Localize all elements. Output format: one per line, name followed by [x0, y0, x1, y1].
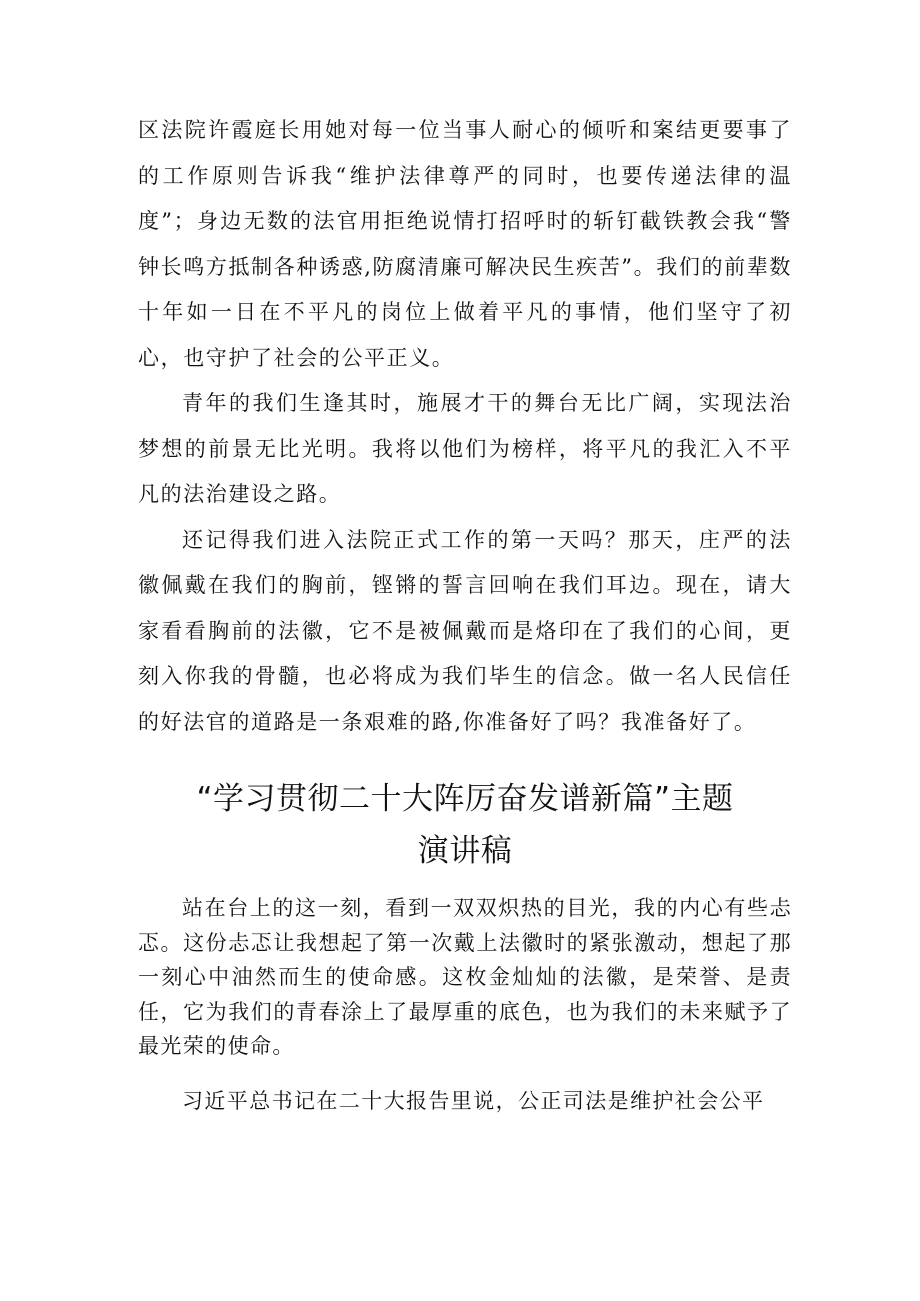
speech-title-line-2: 演讲稿 [417, 833, 513, 869]
speech-title [138, 773, 792, 877]
previous-speech-section [138, 108, 792, 745]
document-page [138, 108, 792, 1118]
paragraph: 还记得我们进入法院正式工作的第一天吗？那天，庄严的法徽佩戴在我们的胸前，铿锵的誓言回响在我们耳边。现在，请大家看看胸前的法徽，它不是被佩戴而是烙印在了我们的心间，更刻入你我的骨髓，也必将成为我们毕生的信念。做一名人民信任的好法官的道路是一条艰难的路,你准备好了吗？我准备好了。 [138, 527, 792, 734]
paragraph: 青年的我们生逢其时，施展才干的舞台无比广阔，实现法治梦想的前景无比光明。我将以他们为榜样，将平凡的我汇入不平凡的法治建设之路。 [138, 391, 792, 506]
paragraph-continuation: 区法院许霞庭长用她对每一位当事人耐心的倾听和案结更要事了的工作原则告诉我“维护法律尊严的同时，也要传递法律的温度”；身边无数的法官用拒绝说情打招呼时的斩钉截铁教会我“警钟长鸣方抵制各种诱惑,防腐清廉可解决民生疾苦”。我们的前辈数十年如一日在不平凡的岗位上做着平凡的事情，他们坚守了初心，也守护了社会的公平正义。 [138, 118, 792, 370]
speech-body-section [138, 891, 792, 1118]
paragraph: 习近平总书记在二十大报告里说，公正司法是维护社会公平 [182, 1088, 765, 1113]
paragraph: 站在台上的这一刻，看到一双双炽热的目光，我的内心有些忐忑。这份忐忑让我想起了第一次戴上法徽时的紧张激动，想起了那一刻心中油然而生的使命感。这枚金灿灿的法徽，是荣誉、是责任，它为我们的青春涂上了最厚重的底色，也为我们的未来赋予了最光荣的使命。 [138, 896, 792, 1058]
speech-title-line-1: “学习贯彻二十大阵厉奋发谱新篇”主题 [196, 781, 734, 817]
